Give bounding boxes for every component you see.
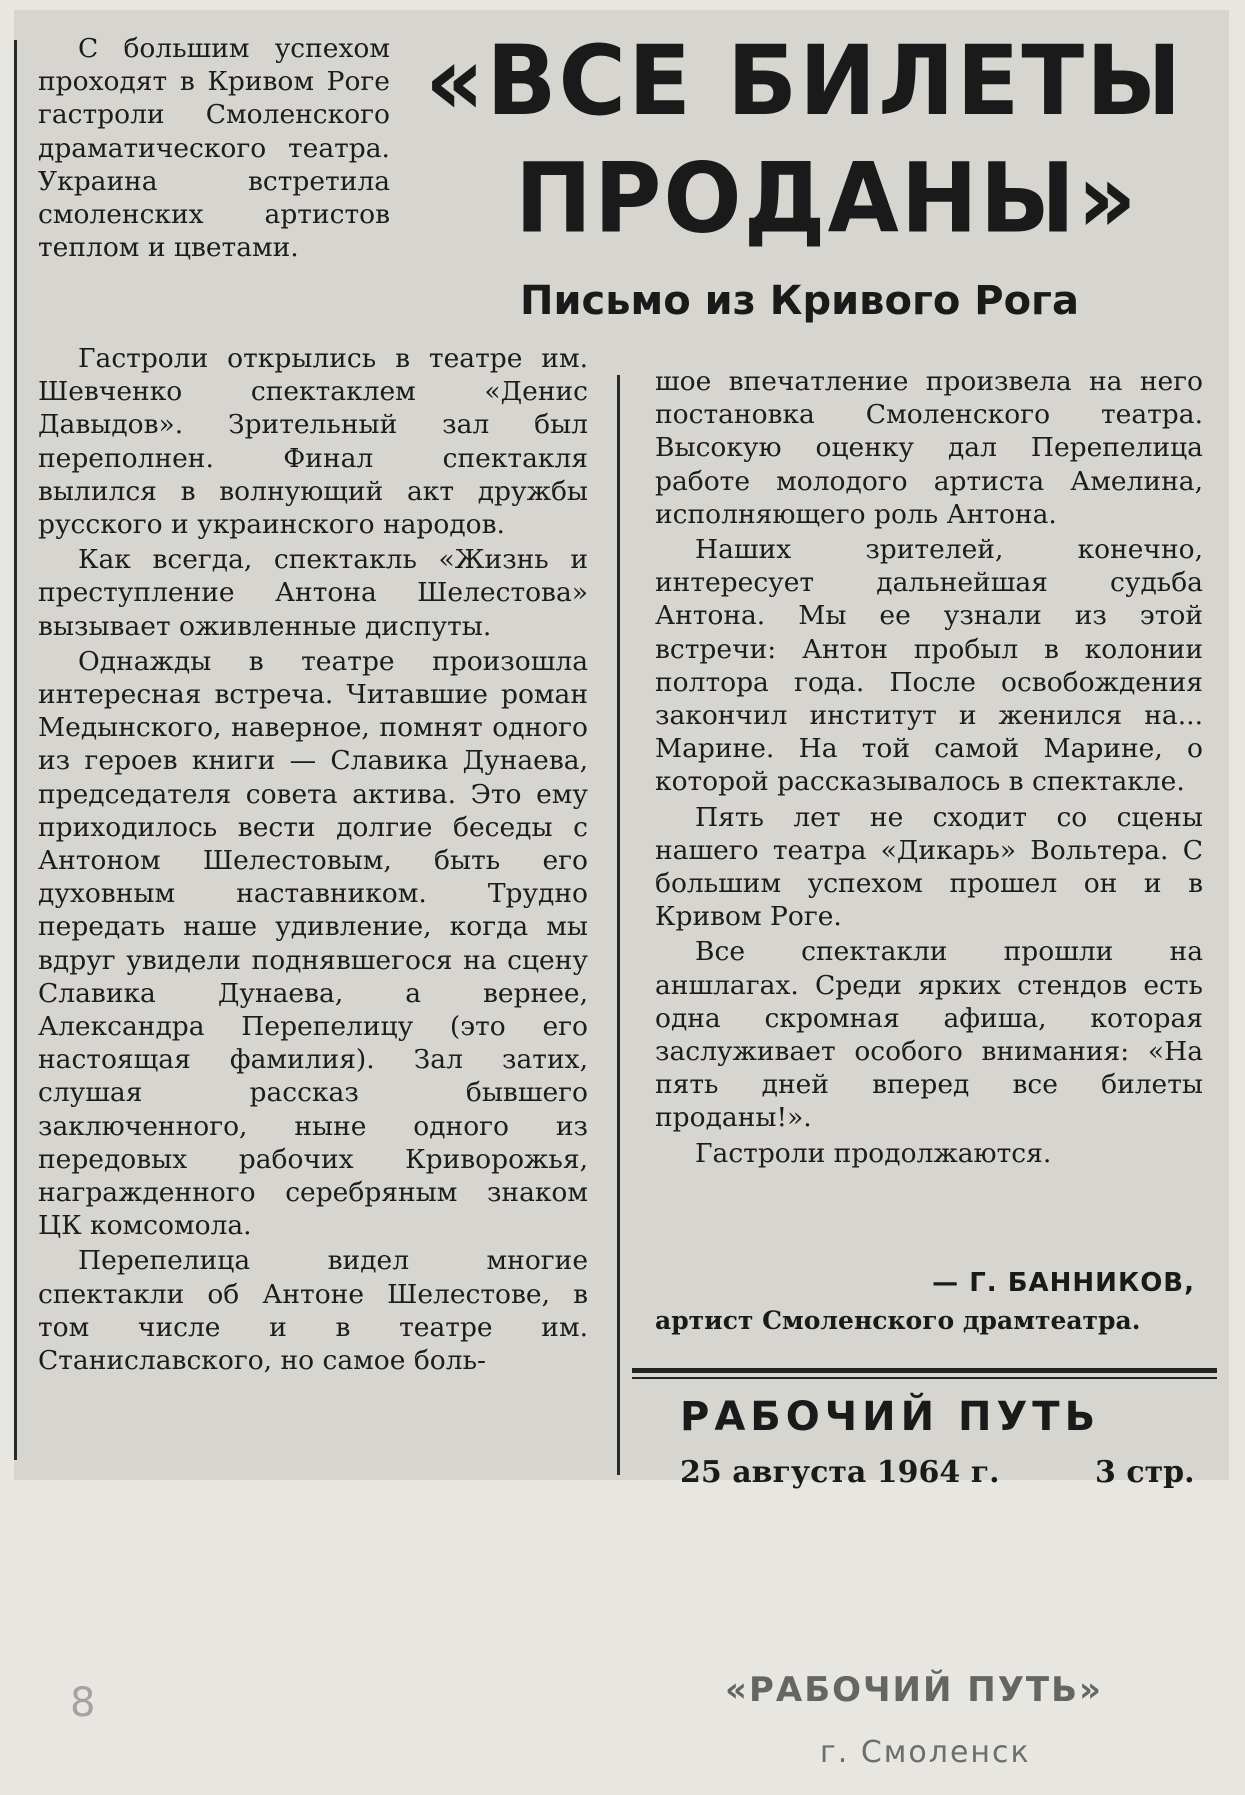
article-column-3 [655, 365, 1203, 1172]
newspaper-page: 3 стр. [1095, 1455, 1195, 1490]
paragraph-dikar: Пять лет не сходит со сцены нашего театра «Дикарь» Вольтера. С большим успехом прошел он и в Кривом Роге. [655, 801, 1203, 933]
newspaper-name: РАБОЧИЙ ПУТЬ [680, 1394, 1101, 1440]
paragraph-perepelitsa-end: шое впечатление произвела на него постановка Смоленского театра. Высокую оценку дал Перепелица работе молодого артиста Амелина, исполняющего роль Антона. [655, 366, 1203, 530]
paragraph-intro: С большим успехом проходят в Кривом Роге гастроли Смоленского драматического театра. Украина встретила смоленских артистов теплом и цветами. [38, 33, 390, 264]
paragraph-meeting: Однажды в театре произошла интересная встреча. Читавшие роман Медынского, наверное, помнят одного из героев книги — Славика Дунаева, председателя совета актива. Это ему приходилось вести долгие беседы с Антоном Шелестовым, быть его духовным наставником. Трудно передать наше удивление, когда мы вдруг увидели поднявшегося на сцену Славика Дунаева, а вернее, Александра Перепелицу (это его настоящая фамилия). Зал затих, слушая рассказ бывшего заключенного, ныне одного из передовых рабочих Криворожья, награжденного серебряным знаком ЦК комсомола. [38, 645, 588, 1242]
pencil-mark: 8 [70, 1680, 96, 1726]
masthead-rule-thin [632, 1377, 1217, 1379]
paragraph-anton-fate: Наших зрителей, конечно, интересует дальнейшая судьба Антона. Мы ее узнали из этой встречи: Антон пробыл в колонии полтора года. После освобождения закончил институт и женился на... Марине. На той самой Марине, о которой рассказывалось в спектакле. [655, 534, 1203, 798]
paragraph-tour-continues: Гастроли продолжаются. [695, 1137, 1052, 1169]
left-column-rule [14, 40, 17, 1460]
headline-line-2: ПРОДАНЫ» [515, 142, 1139, 255]
paragraph-sold-out: Все спектакли прошли на аншлагах. Среди ярких стендов есть одна скромная афиша, которая заслуживает особого внимания: «На пять дней вперед все билеты проданы!». [655, 936, 1203, 1134]
archive-stamp-name: «РАБОЧИЙ ПУТЬ» [725, 1670, 1103, 1710]
paragraph-shelestov-disputes: Как всегда, спектакль «Жизнь и преступление Антона Шелестова» вызывает оживленные диспуты. [38, 544, 588, 642]
article-headline [425, 22, 1225, 257]
column-divider-rule [617, 375, 620, 1475]
paragraph-opening-performance: Гастроли открылись в театре им. Шевченко спектаклем «Денис Давыдов». Зрительный зал был переполнен. Финал спектакля вылился в волнующий акт дружбы русского и украинского народов. [38, 343, 588, 541]
article-column-2 [38, 342, 588, 1379]
newspaper-date: 25 августа 1964 г. [680, 1455, 1000, 1490]
author-name: — Г. БАННИКОВ, [932, 1268, 1195, 1298]
article-subheadline: Письмо из Кривого Рога [520, 278, 1079, 324]
paragraph-perepelitsa-start: Перепелица видел многие спектакли об Антоне Шелестове, в том числе и в театре им. Станиславского, но самое боль- [38, 1245, 588, 1377]
masthead-rule-thick [632, 1368, 1217, 1373]
headline-line-1: «ВСЕ БИЛЕТЫ [425, 24, 1184, 137]
author-title: артист Смоленского драмтеатра. [655, 1306, 1141, 1335]
article-column-1 [38, 32, 390, 266]
archive-stamp-city: г. Смоленск [820, 1735, 1031, 1770]
